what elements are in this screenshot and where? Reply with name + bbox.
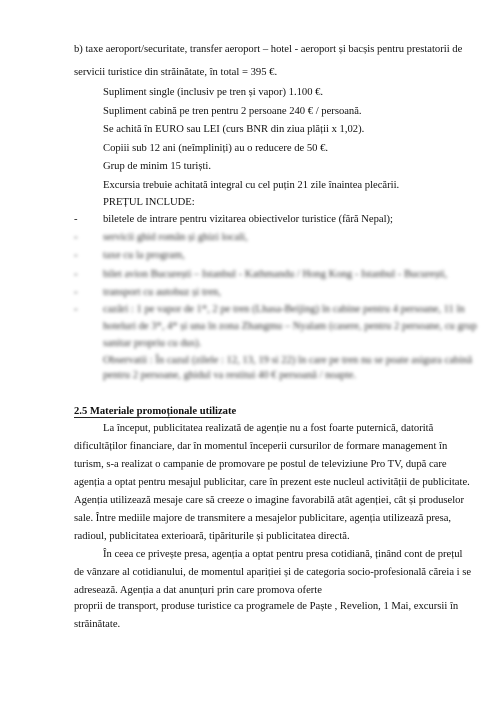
heading-underline <box>74 417 221 418</box>
payment-currency-line: Se achită în EURO sau LEI (curs BNR din ziua plății x 1,02). <box>103 124 365 135</box>
paragraph-line: În ceea ce privește presa, agenția a optat pentru presa cotidiană, ținând cont de prețul <box>103 549 463 560</box>
includes-item-blurred: transport cu autobuz și tren, <box>103 287 221 298</box>
body-text-line: b) taxe aeroport/securitate, transfer aeroport – hotel - aeroport și bacșis pentru prestatorii de <box>74 44 463 55</box>
includes-item-tickets: biletele de intrare pentru vizitarea obiectivelor turistice (fără Nepal); <box>103 214 394 225</box>
paragraph-line: turism, s-a realizat o campanie de promovare pe postul de televiziune Pro TV, după care <box>74 459 447 470</box>
child-discount-line: Copiii sub 12 ani (neîmpliniți) au o reducere de 50 €. <box>103 143 329 154</box>
paragraph-line: proprii de transport, produse turistice ca programele de Paște , Revelion, 1 Mai, excursii în <box>74 601 459 612</box>
paragraph-line: La început, publicitatea realizată de agenție nu a fost foarte puternică, datorită <box>103 423 434 434</box>
paragraph-line: Agenția utilizează mesaje care să creeze o imagine favorabilă atât agenției, cât și produselor <box>74 495 465 506</box>
supplement-cabin-line: Supliment cabină pe tren pentru 2 persoane 240 € / persoană. <box>103 106 362 117</box>
payment-deadline-line: Excursia trebuie achitată integral cu cel puțin 21 zile înaintea plecării. <box>103 180 400 191</box>
group-minimum-line: Grup de minim 15 turiști. <box>103 161 211 172</box>
body-text-line: servicii turistice din străinătate, în total = 395 €. <box>74 67 278 78</box>
includes-observation-blurred: pentru 2 persoane, ghidul va restitui 40 € persoană / noapte. <box>103 370 357 381</box>
price-includes-title: PREȚUL INCLUDE: <box>103 197 195 208</box>
paragraph-line: agenția a optat pentru mesajul publicitar, care în prezent este nucleul activității de publicitate. <box>74 477 470 488</box>
paragraph-line: dificultăților financiare, dar în momentul începerii cursurilor de formare management în <box>74 441 448 452</box>
list-bullet-dash: - <box>74 304 78 315</box>
paragraph-line: de vânzare al cotidianului, de momentul apariției și de categoria socio-profesională căreia i se <box>74 567 472 578</box>
paragraph-line: străinătate. <box>74 619 121 630</box>
includes-item-blurred: taxe cu la program, <box>103 250 185 261</box>
list-bullet-dash: - <box>74 287 78 298</box>
section-heading: 2.5 Materiale promoționale utilizate <box>74 406 237 417</box>
list-bullet-dash: - <box>74 269 78 280</box>
list-bullet-dash: - <box>74 214 78 225</box>
includes-item-blurred: bilet avion București – Istanbul - Kathmandu / Hong Kong - Istanbul - București, <box>103 269 448 280</box>
list-bullet-dash: - <box>74 232 78 243</box>
paragraph-line: adresează. Agenția a dat anunțuri prin care promova oferte <box>74 585 322 596</box>
includes-item-blurred: servicii ghid român și ghizi locali, <box>103 232 248 243</box>
supplement-single-line: Supliment single (inclusiv pe tren și vapor) 1.100 €. <box>103 87 324 98</box>
includes-observation-blurred: Observatii : În cazul (zilele : 12, 13, 19 si 22) în care pe tren nu se poate asigura cabină <box>103 355 473 366</box>
paragraph-line: radioul, publicitatea exterioară, tipăriturile și publicitatea directă. <box>74 531 350 542</box>
includes-item-blurred: sanitar propriu cu dus). <box>103 338 202 349</box>
includes-item-blurred: cazări : 1 pe vapor de 1*, 2 pe tren (Lhasa-Beijing) în cabine pentru 4 persoane, 11 în <box>103 304 465 315</box>
list-bullet-dash: - <box>74 250 78 261</box>
paragraph-line: sale. Între mediile majore de transmitere a mesajelor publicitare, agenția utilizează presa, <box>74 513 452 524</box>
includes-item-blurred: hoteluri de 3*, 4* și una în zona Zhangmu – Nyalam (casere, pentru 2 persoane, cu grup <box>103 321 477 332</box>
